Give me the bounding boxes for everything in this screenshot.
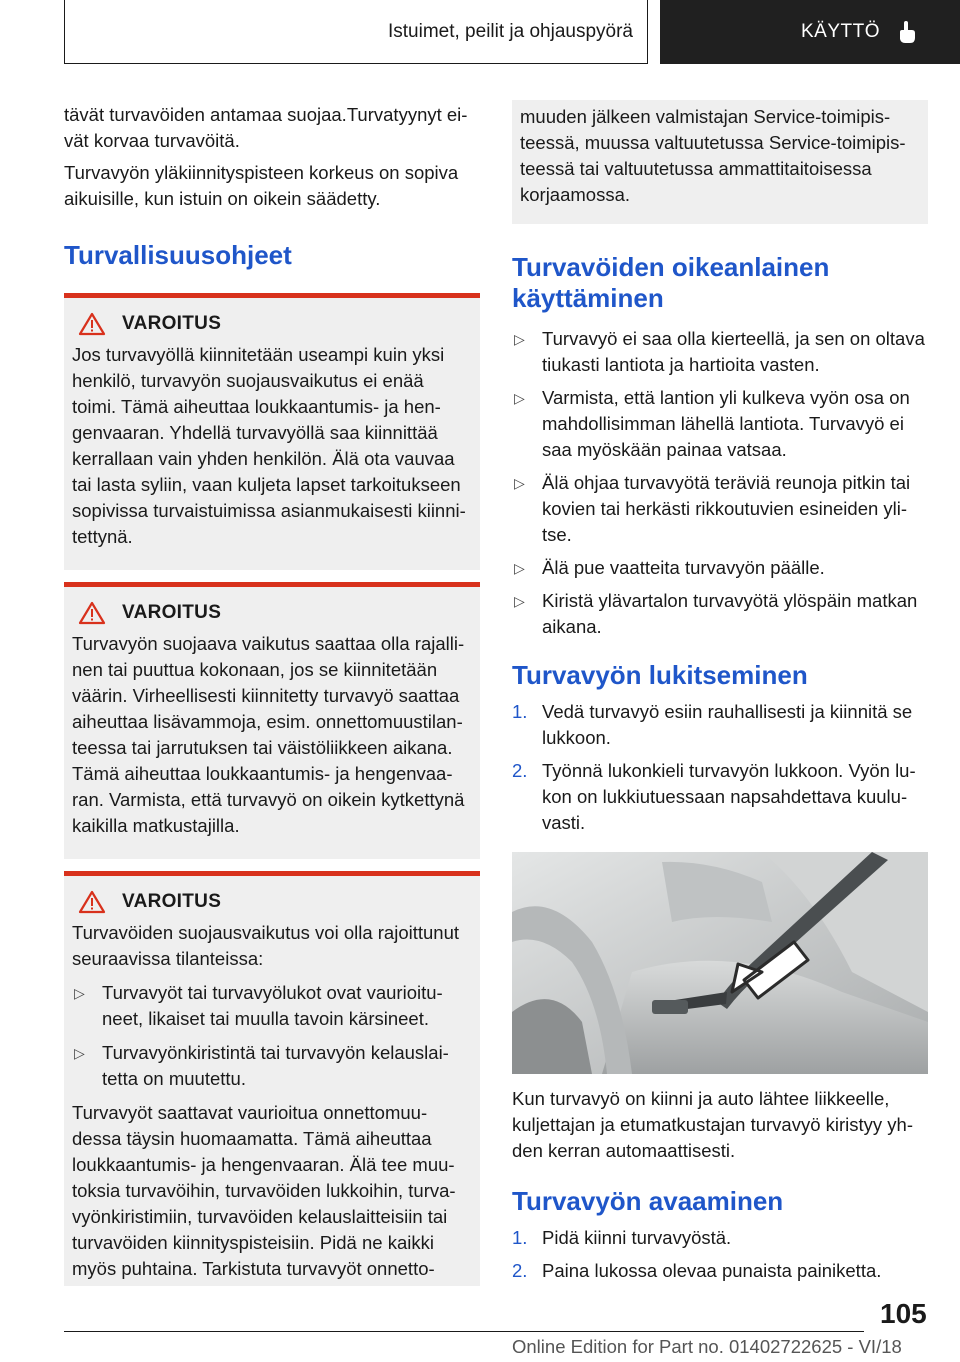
warning-title: VAROITUS	[122, 602, 222, 623]
list-item: ▷ Älä pue vaatteita turvavyön päälle.	[512, 555, 928, 581]
list-item: ▷ Turvavyönkiristintä tai turvavyön kelauslai‐ tetta on muutettu.	[74, 1042, 449, 1089]
triangle-bullet-icon: ▷	[514, 475, 525, 491]
heading-open: Turvavyön avaaminen	[512, 1186, 784, 1216]
warning-title: VAROITUS	[122, 891, 222, 912]
footer-edition: Online Edition for Part no. 01402722625 - VI/18	[512, 1336, 902, 1357]
triangle-bullet-icon: ▷	[74, 1045, 85, 1061]
list-item: 1. Vedä turvavyö esiin rauhallisesti ja kiinnitä se lukkoon.	[512, 701, 913, 748]
warning-text-after: Turvavyöt saattavat vaurioitua onnettomuu‐ dessa täysin huomaamatta. Tämä aiheuttaa loukkaantumis- ja hengenvaaran. Älä tee muu‐ toksia turvavöihin, turvavöiden lukkoihin, turva‐ vyönkiristimiin, turvavöiden kelauslaitteisiin tai turvavöiden kiinnityspisteisiin. Pidä ne kaikki myös puhtaina. Tarkistuta turvavyöt onnetto‐	[72, 1102, 456, 1279]
triangle-bullet-icon: ▷	[514, 390, 525, 406]
heading-safety: Turvallisuusohjeet	[64, 240, 292, 270]
list-item: ▷ Älä ohjaa turvavyötä teräviä reunoja pitkin tai kovien tai herkästi rikkoutuvien esineiden yli‐ tse.	[514, 472, 911, 545]
open-steps	[512, 1225, 928, 1284]
warning-triangle-icon	[78, 890, 106, 914]
hand-pointer-icon	[896, 20, 918, 44]
warning-triangle-icon	[78, 601, 106, 625]
list-item: 2. Työnnä lukonkieli turvavyön lukkoon. Vyön lu‐ kon on lukkiutuessaan napsahdettava kuulu‐ vasti.	[512, 760, 916, 833]
page-number: 105	[880, 1298, 927, 1329]
heading-lock: Turvavyön lukitseminen	[512, 660, 808, 690]
intro-paragraph-2: Turvavyön yläkiinnityspisteen korkeus on sopiva aikuisille, kun istuin on oikein säädetty.	[64, 162, 459, 209]
warning-box-3	[64, 871, 480, 1286]
usage-list	[512, 326, 928, 640]
chapter-title: KÄYTTÖ	[800, 21, 880, 42]
list-item: ▷ Kiristä ylävartalon turvavyötä ylöspäin matkan aikana.	[514, 590, 918, 637]
warning-box-2	[64, 582, 480, 859]
right-column	[512, 100, 928, 1284]
warning-title: VAROITUS	[122, 313, 222, 334]
continued-text: muuden jälkeen valmistajan Service-toimipis‐ teessä, muussa valtuutetussa Service-toimipis‐ teessä tai valtuutetussa ammattitaitoisessa korjaamossa.	[520, 106, 906, 205]
intro-paragraph-1: tävät turvavöiden antamaa suojaa.Turvatyynyt ei‐ vät korvaa turvavöitä.	[64, 104, 468, 151]
warning-text: Jos turvavyöllä kiinnitetään useampi kuin yksi henkilö, turvavyön suojausvaikutus ei enää toimi. Tämä aiheuttaa loukkaantumis- ja hen‐ genvaaran. Yhdellä turvavyöllä saa kiinnittää kerrallaan vain yhden henkilön. Älä ota vauvaa tai lasta syliin, vaan kuljeta lapset tarkoitukseen sopivissa turvaistuimissa asianmukaisesti kiinni‐ tettynä.	[72, 344, 466, 547]
triangle-bullet-icon: ▷	[514, 593, 525, 609]
seatbelt-buckle-photo	[512, 852, 928, 1074]
heading-correct-usage: Turvavöiden oikeanlainen käyttäminen	[512, 252, 830, 313]
warning-box-1	[64, 293, 480, 570]
triangle-bullet-icon: ▷	[74, 985, 85, 1001]
triangle-bullet-icon: ▷	[514, 560, 525, 576]
list-item: 2. Paina lukossa olevaa punaista painiketta.	[512, 1260, 882, 1281]
warning-triangle-icon	[78, 312, 106, 336]
triangle-bullet-icon: ▷	[514, 331, 525, 347]
auto-tension-text: Kun turvavyö on kiinni ja auto lähtee liikkeelle, kuljettajan ja etumatkustajan turvavyö kiristyy yh‐ den kerran automaattisesti.	[512, 1088, 914, 1161]
warning-continuation	[512, 100, 928, 224]
header-section-title	[64, 0, 648, 64]
left-column	[64, 100, 480, 1286]
list-item: 1. Pidä kiinni turvavyöstä.	[512, 1227, 732, 1248]
section-title: Istuimet, peilit ja ohjauspyörä	[387, 20, 633, 42]
warning-list	[72, 980, 472, 1092]
footer-divider	[64, 1331, 864, 1332]
lock-steps	[512, 699, 928, 836]
warning-text: Turvavyön suojaava vaikutus saattaa olla rajalli‐ nen tai puuttua kokonaan, jos se kiinnitetään väärin. Virheellisesti kiinnitetty turvavyö saattaa aiheuttaa lisävammoja, esim. onnettomuustilan‐ teessa tai jarrutuksen tai väistöliikkeen aikana. Tämä aiheuttaa loukkaantumis- ja hengenvaa‐ ran. Varmista, että turvavyö on oikein kytkettynä kaikilla matkustajilla.	[72, 633, 465, 836]
warning-text: Turvavöiden suojausvaikutus voi olla rajoittunut seuraavissa tilanteissa:	[72, 922, 460, 969]
header-chapter-tab	[660, 0, 960, 64]
list-item: ▷ Varmista, että lantion yli kulkeva vyön osa on mahdollisimman lähellä lantiota. Turvavyö ei saa myöskään painaa vatsaa.	[514, 387, 910, 460]
list-item: ▷ Turvavyö ei saa olla kierteellä, ja sen on oltava tiukasti lantiota ja hartioita vasten.	[514, 328, 925, 375]
list-item: ▷ Turvavyöt tai turvavyölukot ovat vaurioitu‐ neet, likaiset tai muulla tavoin kärsineet.	[74, 982, 443, 1029]
